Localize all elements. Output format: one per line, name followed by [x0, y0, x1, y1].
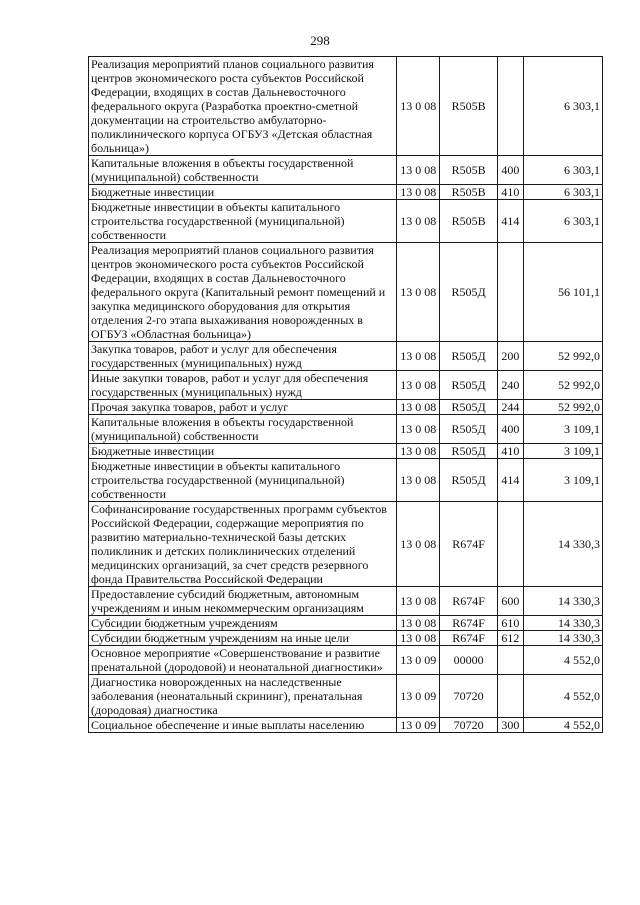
expense-type-cell — [498, 502, 523, 587]
target-article-cell: R505Д — [440, 459, 498, 502]
table-row — [89, 616, 603, 631]
table-row — [89, 342, 603, 371]
program-code-cell: 13 0 08 — [397, 587, 440, 616]
table-row — [89, 185, 603, 200]
table-row — [89, 371, 603, 400]
row-name-cell: Реализация мероприятий планов социального развития центров экономического роста субъектов Российской Федерации, входящих в состав Дальневосточного федерального округа (Разработка проектно-сметной документации на строительство амбулаторно-поликлинического корпуса ОГБУЗ «Детская областная больница») — [89, 57, 397, 156]
amount-cell: 52 992,0 — [523, 342, 602, 371]
amount-cell: 6 303,1 — [523, 156, 602, 185]
expense-type-cell: 400 — [498, 415, 523, 444]
amount-cell: 14 330,3 — [523, 616, 602, 631]
expense-type-cell: 414 — [498, 459, 523, 502]
program-code-cell: 13 0 08 — [397, 200, 440, 243]
program-code-cell: 13 0 09 — [397, 675, 440, 718]
target-article-cell: R505Д — [440, 415, 498, 444]
amount-cell: 4 552,0 — [523, 718, 602, 733]
row-name-cell: Прочая закупка товаров, работ и услуг — [89, 400, 397, 415]
target-article-cell: R674F — [440, 502, 498, 587]
program-code-cell: 13 0 08 — [397, 502, 440, 587]
target-article-cell: 70720 — [440, 675, 498, 718]
table-row — [89, 718, 603, 733]
row-name-cell: Реализация мероприятий планов социального развития центров экономического роста субъектов Российской Федерации, входящих в состав Дальневосточного федерального округа (Капитальный ремонт помещений и закупка медицинского оборудования для открытия отделения 2-го этапа выхаживания новорожденных в ОГБУЗ «Областная больница») — [89, 243, 397, 342]
row-name-cell: Субсидии бюджетным учреждениям на иные цели — [89, 631, 397, 646]
target-article-cell: R505B — [440, 185, 498, 200]
table-row — [89, 243, 603, 342]
target-article-cell: R505B — [440, 200, 498, 243]
target-article-cell: R505Д — [440, 400, 498, 415]
row-name-cell: Софинансирование государственных программ субъектов Российской Федерации, содержащие мероприятия по развитию материально-технической базы детских поликлиник и детских поликлинических отделений медицинских организаций, за счет средств резервного фонда Правительства Российской Федерации — [89, 502, 397, 587]
target-article-cell: R505Д — [440, 371, 498, 400]
table-row — [89, 444, 603, 459]
table-row — [89, 502, 603, 587]
expense-type-cell: 414 — [498, 200, 523, 243]
amount-cell: 52 992,0 — [523, 371, 602, 400]
target-article-cell: R505Д — [440, 243, 498, 342]
expense-type-cell: 600 — [498, 587, 523, 616]
amount-cell: 3 109,1 — [523, 444, 602, 459]
program-code-cell: 13 0 08 — [397, 631, 440, 646]
expense-type-cell: 612 — [498, 631, 523, 646]
target-article-cell: R505Д — [440, 342, 498, 371]
program-code-cell: 13 0 08 — [397, 185, 440, 200]
program-code-cell: 13 0 08 — [397, 459, 440, 502]
expense-type-cell: 410 — [498, 185, 523, 200]
expense-type-cell — [498, 646, 523, 675]
expense-type-cell: 610 — [498, 616, 523, 631]
row-name-cell: Предоставление субсидий бюджетным, автономным учреждениям и иным некоммерческим организациям — [89, 587, 397, 616]
program-code-cell: 13 0 08 — [397, 57, 440, 156]
table-row — [89, 200, 603, 243]
row-name-cell: Капитальные вложения в объекты государственной (муниципальной) собственности — [89, 415, 397, 444]
row-name-cell: Капитальные вложения в объекты государственной (муниципальной) собственности — [89, 156, 397, 185]
table-row — [89, 400, 603, 415]
target-article-cell: R505Д — [440, 444, 498, 459]
target-article-cell: R505B — [440, 57, 498, 156]
table-row — [89, 415, 603, 444]
program-code-cell: 13 0 08 — [397, 156, 440, 185]
program-code-cell: 13 0 09 — [397, 718, 440, 733]
page-number: 298 — [310, 33, 330, 48]
row-name-cell: Социальное обеспечение и иные выплаты населению — [89, 718, 397, 733]
amount-cell: 4 552,0 — [523, 675, 602, 718]
amount-cell: 14 330,3 — [523, 587, 602, 616]
program-code-cell: 13 0 09 — [397, 646, 440, 675]
budget-table-body — [89, 57, 603, 733]
amount-cell: 14 330,3 — [523, 631, 602, 646]
amount-cell: 14 330,3 — [523, 502, 602, 587]
amount-cell: 4 552,0 — [523, 646, 602, 675]
expense-type-cell: 300 — [498, 718, 523, 733]
row-name-cell: Бюджетные инвестиции — [89, 444, 397, 459]
amount-cell: 6 303,1 — [523, 200, 602, 243]
expense-type-cell — [498, 675, 523, 718]
table-row — [89, 156, 603, 185]
program-code-cell: 13 0 08 — [397, 444, 440, 459]
row-name-cell: Субсидии бюджетным учреждениям — [89, 616, 397, 631]
amount-cell: 52 992,0 — [523, 400, 602, 415]
target-article-cell: R674F — [440, 587, 498, 616]
target-article-cell: 70720 — [440, 718, 498, 733]
program-code-cell: 13 0 08 — [397, 616, 440, 631]
program-code-cell: 13 0 08 — [397, 342, 440, 371]
amount-cell: 6 303,1 — [523, 57, 602, 156]
budget-table — [88, 56, 603, 733]
expense-type-cell: 244 — [498, 400, 523, 415]
row-name-cell: Бюджетные инвестиции в объекты капитального строительства государственной (муниципальной) собственности — [89, 459, 397, 502]
expense-type-cell — [498, 57, 523, 156]
expense-type-cell: 200 — [498, 342, 523, 371]
program-code-cell: 13 0 08 — [397, 415, 440, 444]
amount-cell: 3 109,1 — [523, 459, 602, 502]
row-name-cell: Диагностика новорожденных на наследственные заболевания (неонатальный скрининг), пренатальная (дородовая) диагностика — [89, 675, 397, 718]
amount-cell: 56 101,1 — [523, 243, 602, 342]
program-code-cell: 13 0 08 — [397, 243, 440, 342]
amount-cell: 3 109,1 — [523, 415, 602, 444]
target-article-cell: 00000 — [440, 646, 498, 675]
table-row — [89, 646, 603, 675]
program-code-cell: 13 0 08 — [397, 371, 440, 400]
row-name-cell: Закупка товаров, работ и услуг для обеспечения государственных (муниципальных) нужд — [89, 342, 397, 371]
table-row — [89, 459, 603, 502]
row-name-cell: Бюджетные инвестиции в объекты капитального строительства государственной (муниципальной) собственности — [89, 200, 397, 243]
row-name-cell: Иные закупки товаров, работ и услуг для обеспечения государственных (муниципальных) нужд — [89, 371, 397, 400]
program-code-cell: 13 0 08 — [397, 400, 440, 415]
target-article-cell: R674F — [440, 616, 498, 631]
expense-type-cell: 400 — [498, 156, 523, 185]
table-row — [89, 587, 603, 616]
table-row — [89, 57, 603, 156]
row-name-cell: Бюджетные инвестиции — [89, 185, 397, 200]
target-article-cell: R505B — [440, 156, 498, 185]
expense-type-cell — [498, 243, 523, 342]
expense-type-cell: 410 — [498, 444, 523, 459]
row-name-cell: Основное мероприятие «Совершенствование и развитие пренатальной (дородовой) и неонатальной диагностики» — [89, 646, 397, 675]
expense-type-cell: 240 — [498, 371, 523, 400]
table-row — [89, 631, 603, 646]
target-article-cell: R674F — [440, 631, 498, 646]
amount-cell: 6 303,1 — [523, 185, 602, 200]
table-row — [89, 675, 603, 718]
